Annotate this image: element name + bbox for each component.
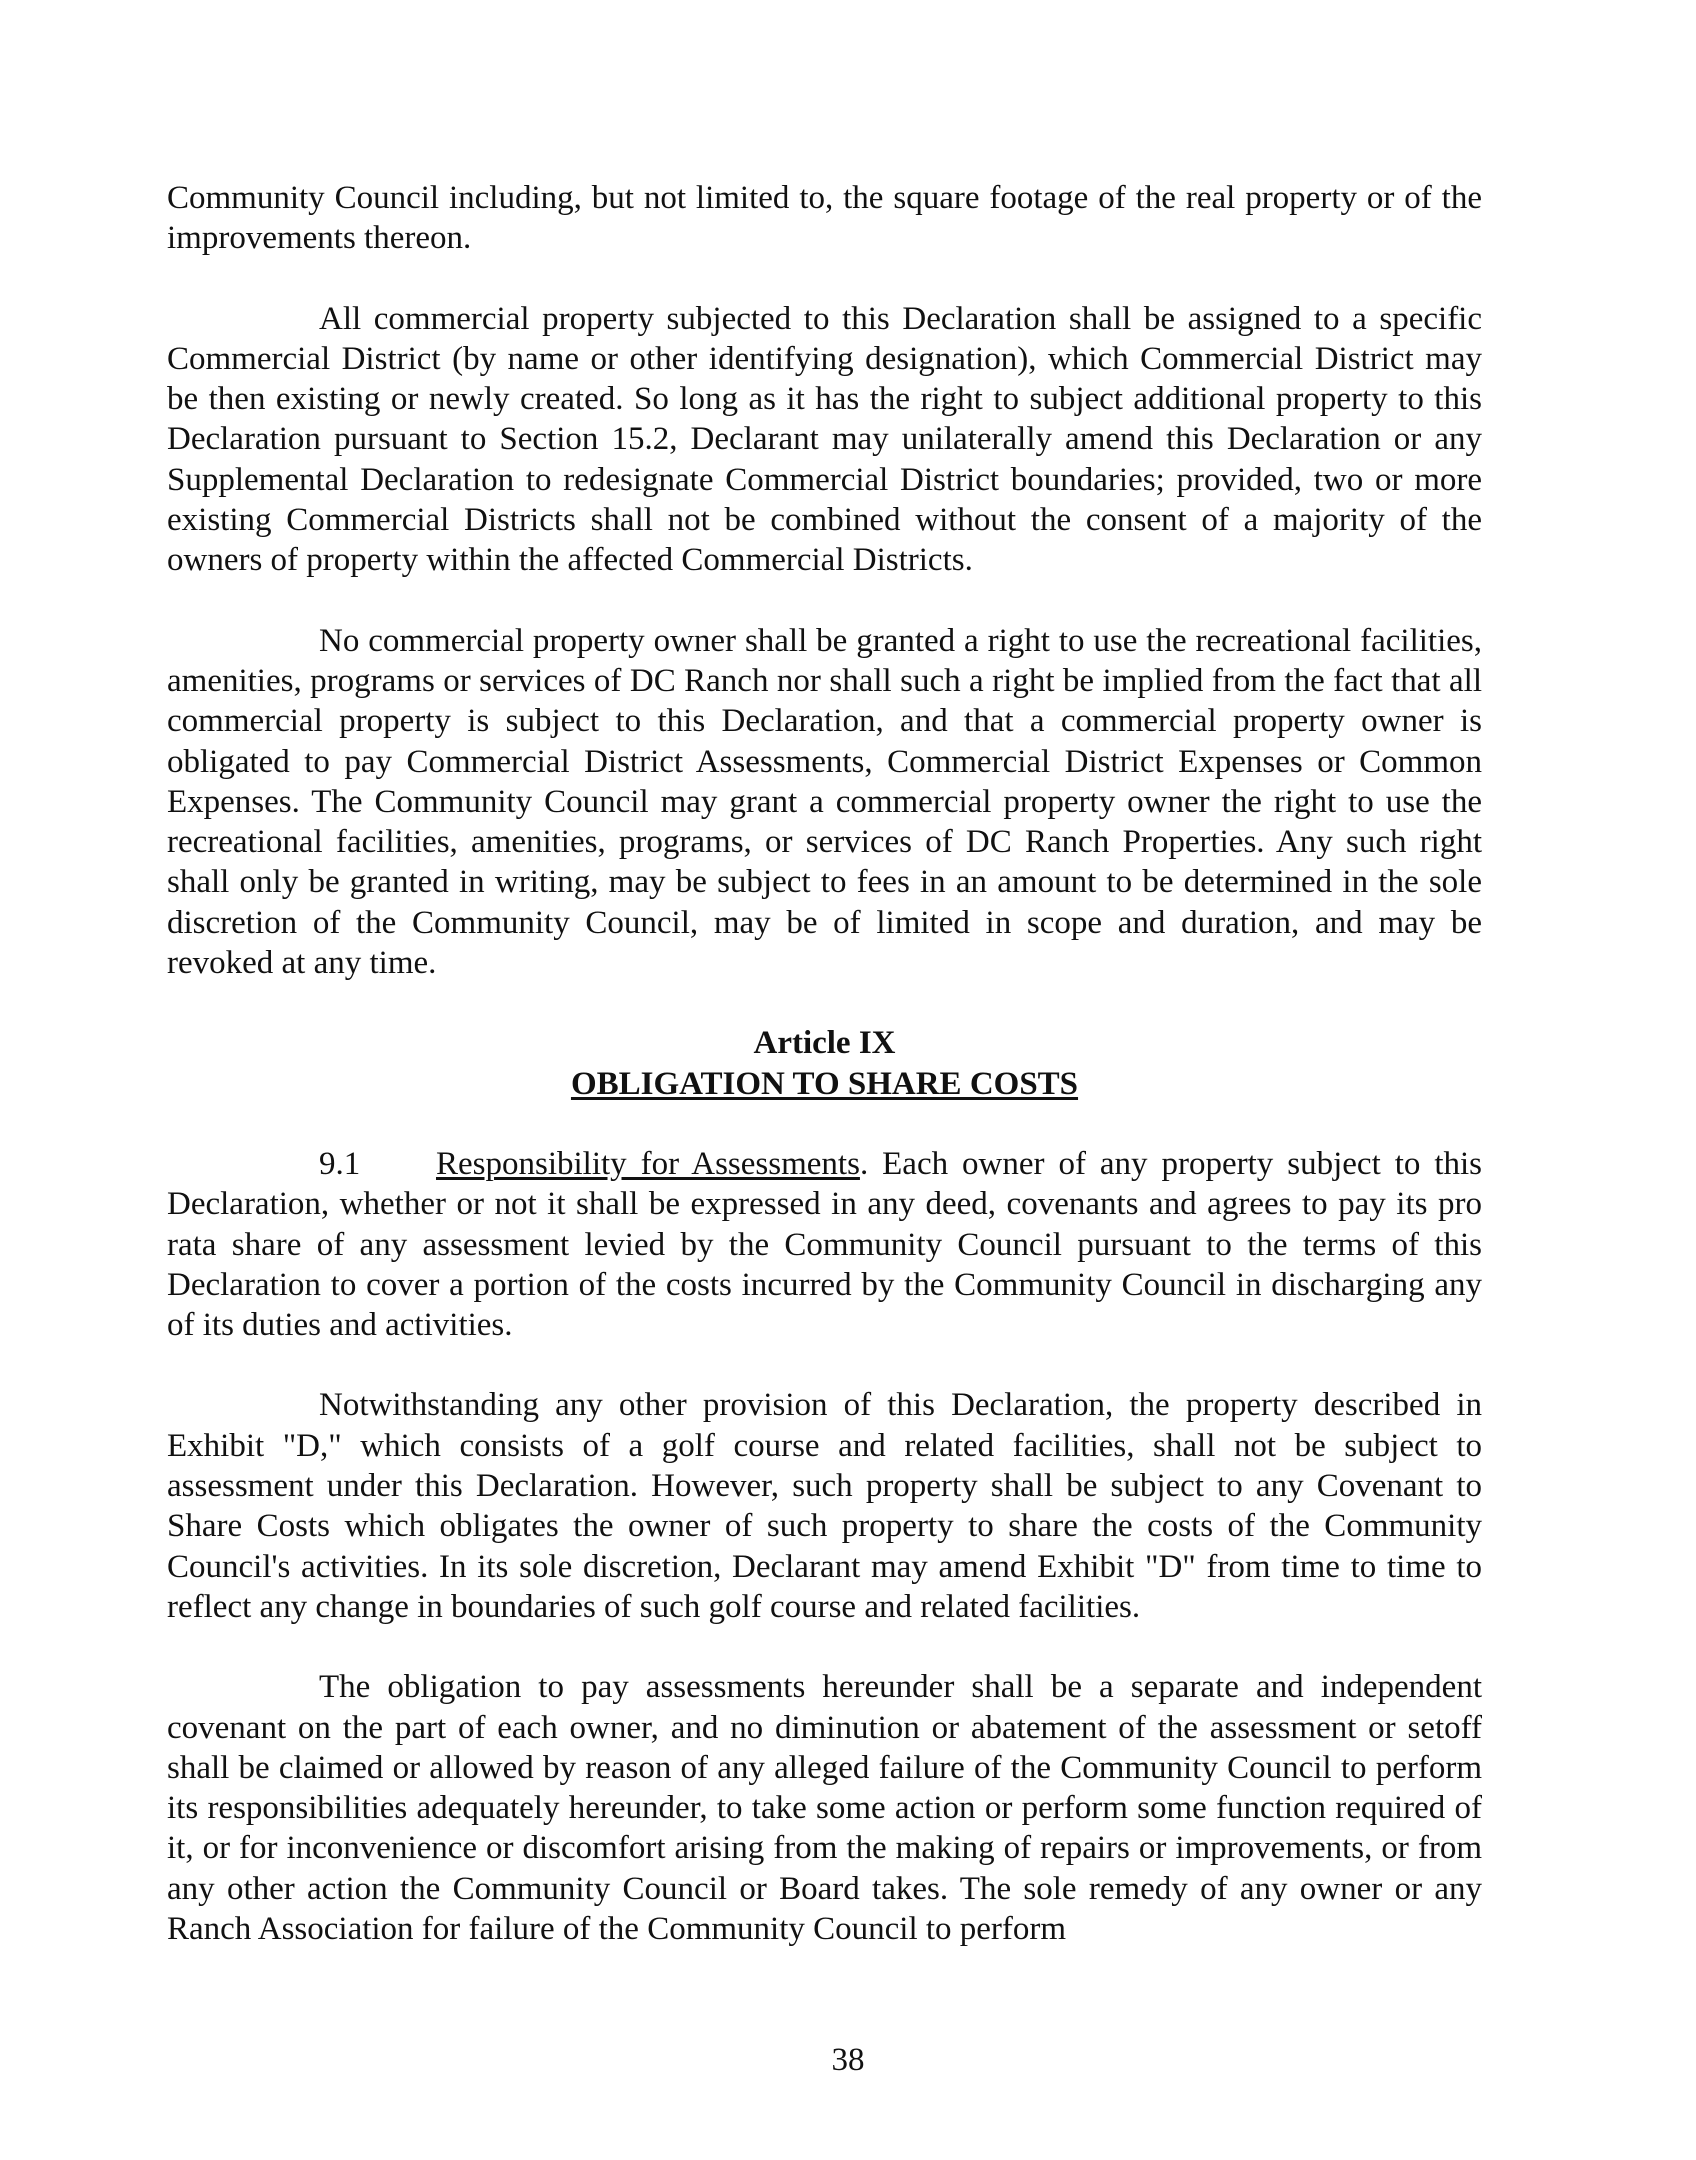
section-text: . Each owner of any property subject to this Declaration, whether or not it shall be expressed in any deed, covenants and agrees to pay its pro rata share of any assessment levied by the Community Council pursuant to the terms of this Declaration to cover a portion of the costs incurred by the Community Council in discharging any of its duties and activities. xyxy=(167,1145,1482,1344)
section-title: Responsibility for Assessments xyxy=(436,1145,860,1182)
section-9-1 xyxy=(167,1144,1482,1345)
section-number: 9.1 xyxy=(319,1145,361,1182)
article-title xyxy=(167,1064,1482,1104)
page-number: 38 xyxy=(831,2042,865,2078)
paragraph-exhibit-d: Notwithstanding any other provision of this Declaration, the property described in Exhibit "D," which consists of a golf course and related facilities, shall not be subject to assessment under this Declaration. However, such property shall be subject to any Covenant to Share Costs which obligates the owner of such property to share the costs of the Community Council's activities. In its sole discretion, Declarant may amend Exhibit "D" from time to time to reflect any change in boundaries of such golf course and related facilities. xyxy=(167,1387,1482,1625)
paragraph-obligation: The obligation to pay assessments hereunder shall be a separate and independent covenant on the part of each owner, and no diminution or abatement of the assessment or setoff shall be claimed or allowed by reason of any alleged failure of the Community Council to perform its responsibilities adequately hereunder, to take some action or perform some function required of it, or for inconvenience or discomfort arising from the making of repairs or improvements, or from any other action the Community Council or Board takes. The sole remedy of any owner or any Ranch Association for failure of the Community Council to perform xyxy=(167,1669,1482,1947)
paragraph-commercial-district: All commercial property subjected to this Declaration shall be assigned to a specific Commercial District (by name or other identifying designation), which Commercial District may be then existing or newly created. So long as it has the right to subject additional property to this Declaration pursuant to Section 15.2, Declarant may unilaterally amend this Declaration or any Supplemental Declaration to redesignate Commercial District boundaries; provided, two or more existing Commercial Districts shall not be combined without the consent of a majority of the owners of property within the affected Commercial Districts. xyxy=(167,300,1482,579)
article-heading xyxy=(167,1023,1482,1104)
document-body xyxy=(167,178,1482,1949)
article-number: Article IX xyxy=(753,1025,896,1062)
paragraph-continuation: Community Council including, but not limited to, the square footage of the real property or of the improvements thereon. xyxy=(167,180,1482,257)
article-title-text: OBLIGATION TO SHARE COSTS xyxy=(570,1065,1079,1102)
paragraph-no-commercial-rights: No commercial property owner shall be granted a right to use the recreational facilities, amenities, programs or services of DC Ranch nor shall such a right be implied from the fact that all commercial property is subject to this Declaration, and that a commercial property owner is obligated to pay Commercial District Assessments, Commercial District Expenses or Common Expenses. The Community Council may grant a commercial property owner the right to use the recreational facilities, amenities, programs, or services of DC Ranch Properties. Any such right shall only be granted in writing, may be subject to fees in an amount to be determined in the sole discretion of the Community Council, may be of limited in scope and duration, and may be revoked at any time. xyxy=(167,622,1482,982)
